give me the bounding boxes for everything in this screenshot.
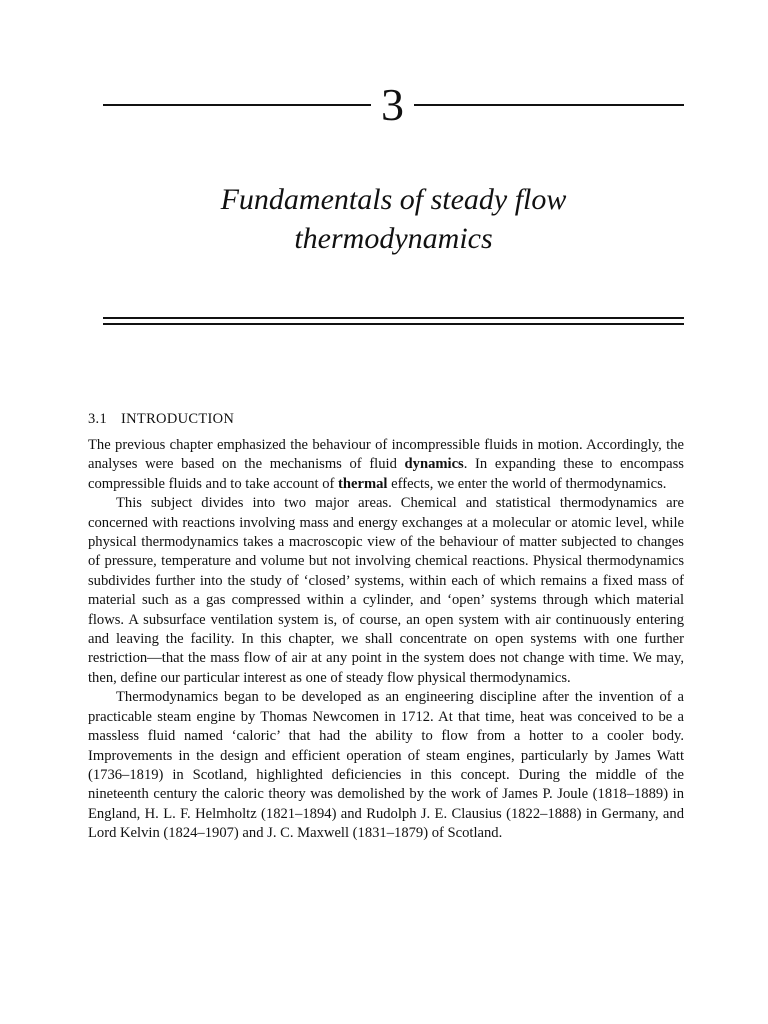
paragraph-1-text-e: effects, we enter the world of thermodynamics. bbox=[387, 475, 667, 492]
chapter-title bbox=[103, 180, 684, 258]
section-heading bbox=[88, 411, 234, 428]
chapter-rule-right bbox=[414, 104, 684, 106]
paragraph-2: This subject divides into two major areas. Chemical and statistical thermodynamics are concerned with reactions involving mass and energy exchanges at a molecular or atomic level, while physical thermodynamics takes a macroscopic view of the behaviour of matter subjected to changes of pressure, temperature and volume but not involving chemical reactions. Physical thermodynamics subdivides further into the study of ‘closed’ systems, within each of which remains a fixed mass of material such as a gas compressed within a cylinder, and ‘open’ systems through which material flows. A subsurface ventilation system is, of course, an open system with air continuously entering and leaving the facility. In this chapter, we shall concentrate on open systems with one further restriction—that the mass flow of air at any point in the system does not change with time. We may, then, define our particular interest as one of steady flow physical thermodynamics. bbox=[88, 495, 684, 686]
chapter-number: 3 bbox=[381, 79, 404, 130]
emphasis-dynamics: dynamics bbox=[404, 456, 464, 473]
title-rule-lower bbox=[103, 323, 684, 325]
chapter-title-line-2: thermodynamics bbox=[294, 222, 493, 255]
title-rule-upper bbox=[103, 317, 684, 319]
section-title: INTRODUCTION bbox=[121, 411, 235, 427]
section-number: 3.1 bbox=[88, 411, 108, 427]
paragraph-1-text-a: The previous chapter emphasized the behaviour of incompressible fluids in motion. Accordingly, the analyses were based on the mechanisms of fluid bbox=[88, 437, 684, 473]
paragraph-3: Thermodynamics began to be developed as an engineering discipline after the invention of a practicable steam engine by Thomas Newcomen in 1712. At that time, heat was conceived to be a massless fluid named ‘caloric’ that had the ability to flow from a hotter to a cooler body. Improvements in the design and efficient operation of steam engines, particularly by James Watt (1736–1819) in Scotland, highlighted deficiencies in this concept. During the middle of the nineteenth century the caloric theory was demolished by the work of James P. Joule (1818–1889) in England, H. L. F. Helmholtz (1821–1894) and Rudolph J. E. Clausius (1822–1888) in Germany, and Lord Kelvin (1824–1907) and J. C. Maxwell (1831–1879) of Scotland. bbox=[88, 689, 684, 842]
paragraph-1 bbox=[88, 436, 684, 494]
paragraph-1-text-c: . In expanding these to encompass compressible fluids and to take account of bbox=[88, 456, 684, 492]
chapter-rule-left bbox=[103, 104, 371, 106]
body-text bbox=[88, 436, 684, 844]
emphasis-thermal: thermal bbox=[338, 475, 388, 492]
chapter-title-line-1: Fundamentals of steady flow bbox=[220, 183, 567, 216]
